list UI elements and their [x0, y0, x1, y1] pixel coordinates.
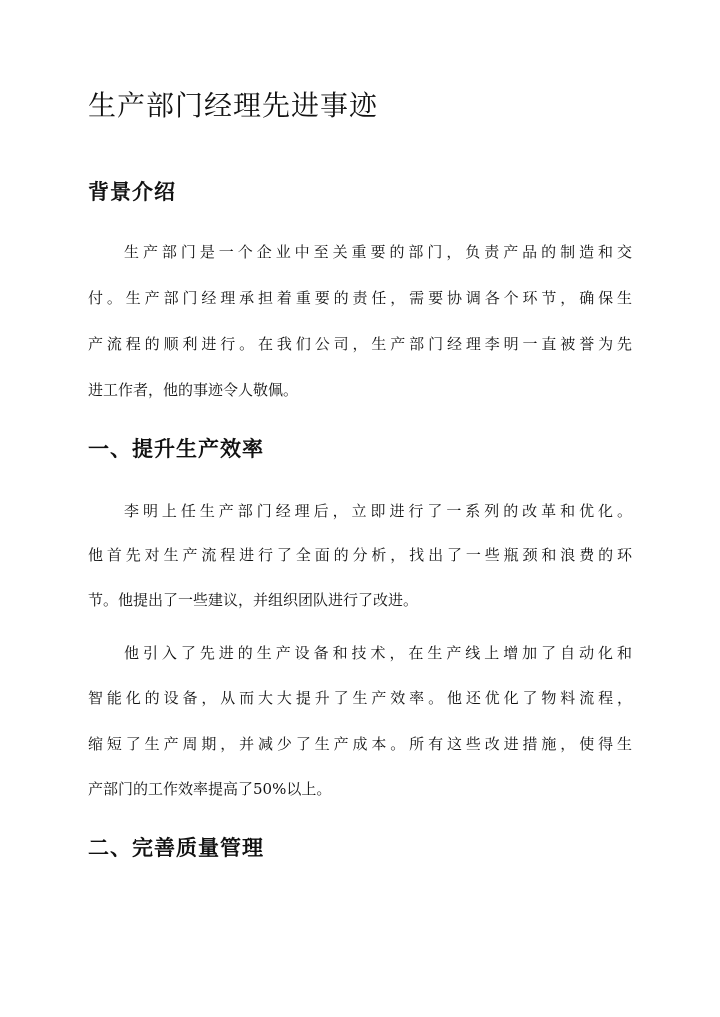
paragraph-line: 缩短了生产周期，并减少了生产成本。所有这些改进措施，使得生	[88, 735, 632, 753]
document-title: 生产部门经理先进事迹	[88, 89, 379, 122]
paragraph-line: 他首先对生产流程进行了全面的分析，找出了一些瓶颈和浪费的环	[88, 546, 632, 564]
paragraph-line: 产部门的工作效率提高了50%以上。	[88, 780, 332, 798]
paragraph-line: 李明上任生产部门经理后，立即进行了一系列的改革和优化。	[124, 502, 632, 520]
paragraph-line: 他引入了先进的生产设备和技术，在生产线上增加了自动化和	[124, 644, 632, 662]
paragraph-line: 进工作者，他的事迹令人敬佩。	[88, 381, 299, 399]
paragraph-line: 生产部门是一个企业中至关重要的部门，负责产品的制造和交	[124, 243, 632, 261]
paragraph-line: 智能化的设备，从而大大提升了生产效率。他还优化了物料流程，	[88, 689, 632, 707]
paragraph-line: 付。生产部门经理承担着重要的责任，需要协调各个环节，确保生	[88, 289, 632, 307]
paragraph-line: 产流程的顺利进行。在我们公司，生产部门经理李明一直被誉为先	[88, 335, 632, 353]
section-heading-quality: 二、完善质量管理	[88, 835, 264, 860]
paragraph-line: 节。他提出了一些建议，并组织团队进行了改进。	[88, 591, 419, 609]
section-heading-background: 背景介绍	[88, 179, 176, 204]
section-heading-efficiency: 一、提升生产效率	[88, 436, 264, 461]
